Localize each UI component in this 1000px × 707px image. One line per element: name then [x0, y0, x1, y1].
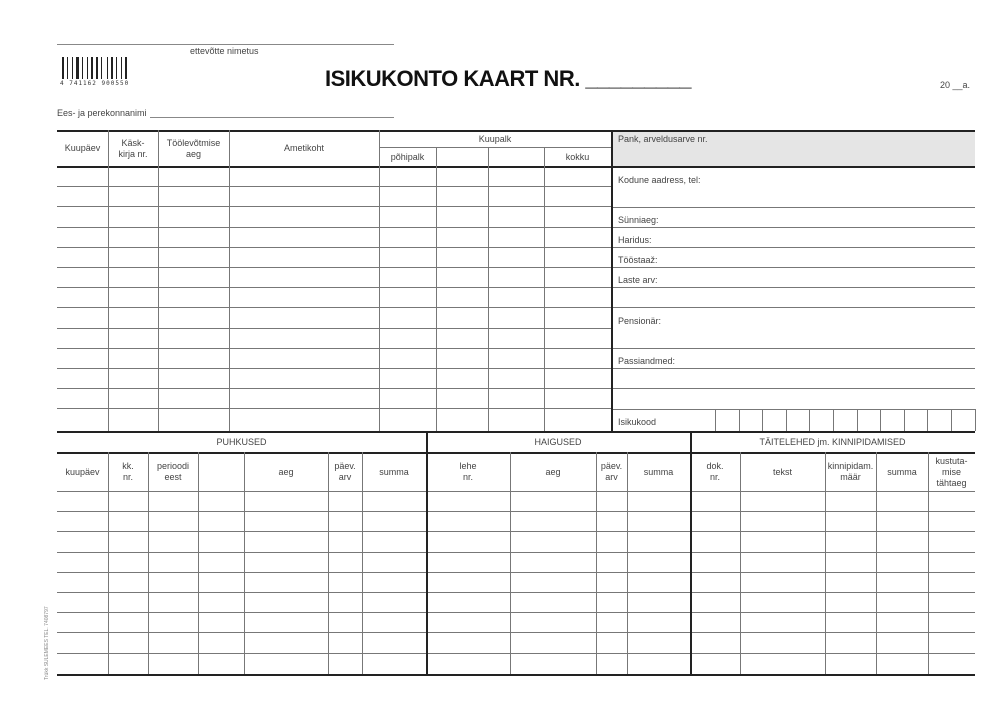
barcode-bar: [82, 57, 83, 79]
info-row-line: [612, 287, 975, 288]
vac-col-days: päev. arv: [334, 461, 356, 482]
info-divider-line: [611, 130, 613, 431]
barcode-bar: [91, 57, 93, 79]
sick-col-time: aeg: [545, 466, 561, 477]
table-row-line: [57, 227, 612, 228]
barcode-bar: [72, 57, 73, 79]
info-row-line: [612, 409, 975, 410]
barcode-bar: [67, 57, 68, 79]
name-input-line[interactable]: [150, 117, 394, 118]
col-header-total: kokku: [565, 151, 590, 162]
table-row-line: [57, 307, 612, 308]
year-prefix: 20: [940, 80, 951, 90]
table-row-line: [57, 612, 975, 613]
table-row-line: [57, 388, 612, 389]
table-row-line: [57, 552, 975, 553]
sick-col-days: päev. arv: [600, 461, 623, 482]
info-row-line: [612, 267, 975, 268]
salary-column-line: [488, 147, 489, 431]
column-line: [198, 452, 199, 674]
col-header-position: Ametikoht: [283, 143, 325, 153]
ded-col-text: tekst: [772, 466, 792, 477]
col-header-hire-time: Töölevõtmise aeg: [166, 137, 221, 159]
barcode-bar: [116, 57, 117, 79]
page-title: ISIKUKONTO KAART NR. _________: [325, 66, 692, 91]
birth-date-label: Sünniaeg:: [618, 215, 659, 225]
table-row-line: [57, 206, 612, 207]
education-label: Haridus:: [618, 235, 652, 245]
company-name-label: ettevõtte nimetus: [190, 46, 259, 56]
id-code-box-line: [951, 409, 952, 431]
column-line: [379, 130, 380, 431]
salary-column-line: [544, 147, 545, 431]
column-line: [229, 130, 230, 431]
id-code-box-line: [715, 409, 716, 431]
vac-col-date: kuupäev: [65, 466, 100, 477]
barcode-bar: [107, 57, 108, 79]
col-header-order-nr: Käsk- kirja nr.: [118, 137, 148, 159]
col-header-base-salary: põhipalk: [390, 151, 425, 162]
printer-note: Trükk SULEMEES TEL. 7408797: [44, 606, 50, 680]
id-code-box-line: [904, 409, 905, 431]
col-header-salary-group: Kuupalk: [478, 133, 512, 144]
column-header-line: [57, 491, 975, 492]
info-row-line: [612, 247, 975, 248]
id-code-box-line: [975, 409, 976, 431]
year-suffix: __a.: [952, 80, 971, 90]
table-row-line: [57, 247, 612, 248]
info-row-line: [612, 207, 975, 208]
ded-col-rate: kinnipidam. määr: [827, 461, 874, 482]
deductions-title: TÄITELEHED jm. KINNIPIDAMISED: [759, 437, 906, 447]
table-row-line: [57, 287, 612, 288]
address-label: Kodune aadress, tel:: [618, 175, 701, 185]
experience-label: Tööstaaž:: [618, 255, 658, 265]
table-row-line: [57, 632, 975, 633]
id-code-box-line: [762, 409, 763, 431]
name-label: Ees- ja perekonnanimi: [57, 108, 147, 118]
ded-col-doc-nr: dok. nr.: [706, 461, 724, 482]
column-line: [108, 130, 109, 431]
sick-leave-title: HAIGUSED: [534, 437, 582, 447]
info-row-line: [612, 368, 975, 369]
table-row-line: [57, 511, 975, 512]
table-row-line: [57, 348, 612, 349]
ded-col-expiry: kustuta- mise tähtaeg: [935, 455, 968, 488]
bank-account-label: Pank, arveldusarve nr.: [618, 134, 708, 144]
id-code-label: Isikukood: [618, 417, 657, 427]
barcode-bar: [101, 57, 102, 79]
sick-col-sheet-nr: lehe nr.: [459, 461, 477, 482]
table-row-line: [57, 653, 975, 654]
header-bottom-border: [57, 166, 975, 168]
id-code-box-line: [833, 409, 834, 431]
id-code-box-line: [857, 409, 858, 431]
id-code-box-line: [786, 409, 787, 431]
vac-col-period: perioodi eest: [156, 461, 190, 482]
col-header-date: Kuupäev: [64, 143, 101, 153]
id-code-box-line: [809, 409, 810, 431]
ded-col-sum: summa: [887, 466, 917, 477]
info-row-line: [612, 388, 975, 389]
lower-table-bottom-border: [57, 674, 975, 676]
vac-col-time: aeg: [278, 466, 294, 477]
table-row-line: [57, 408, 612, 409]
table-row-line: [57, 592, 975, 593]
info-row-line: [612, 307, 975, 308]
vac-col-month-nr: kk. nr.: [122, 461, 134, 482]
barcode-bar: [62, 57, 64, 79]
column-line: [158, 130, 159, 431]
salary-column-line: [436, 147, 437, 431]
company-name-line[interactable]: [57, 44, 394, 45]
barcode-bar: [121, 57, 122, 79]
info-row-line: [612, 227, 975, 228]
barcode-number: 4 741162 900550: [60, 80, 130, 87]
barcode-bar: [87, 57, 88, 79]
pensioner-label: Pensionär:: [618, 316, 662, 326]
barcode-bar: [125, 57, 127, 79]
table-row-line: [57, 328, 612, 329]
vac-col-sum: summa: [379, 466, 409, 477]
table-row-line: [57, 572, 975, 573]
id-code-box-line: [927, 409, 928, 431]
sick-col-sum: summa: [643, 466, 674, 477]
passport-label: Passiandmed:: [618, 356, 676, 366]
table-row-line: [57, 186, 612, 187]
id-code-box-line: [739, 409, 740, 431]
table-row-line: [57, 531, 975, 532]
barcode-bar: [111, 57, 113, 79]
barcode-bar: [96, 57, 98, 79]
children-count-label: Laste arv:: [618, 275, 658, 285]
info-row-line: [612, 348, 975, 349]
table-row-line: [57, 267, 612, 268]
vacations-title: PUHKUSED: [216, 437, 267, 447]
table-row-line: [57, 368, 612, 369]
year-field[interactable]: [940, 80, 970, 90]
barcode-bar: [76, 57, 79, 79]
id-code-box-line: [880, 409, 881, 431]
